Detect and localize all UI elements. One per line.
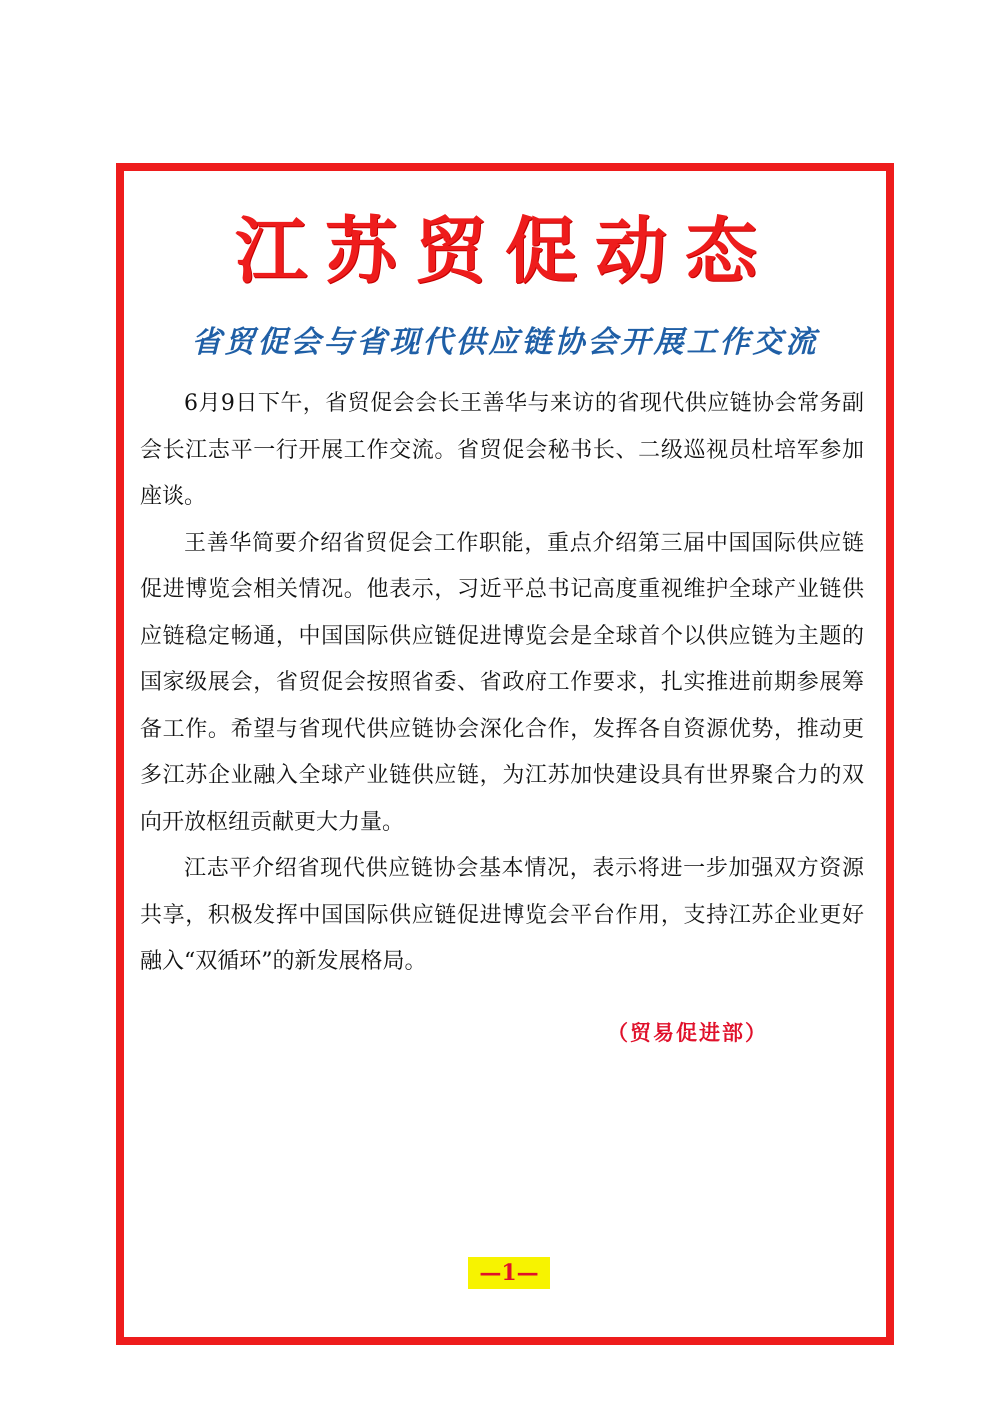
article-signature: （贸易促进部）	[607, 1020, 768, 1045]
page-border-frame	[116, 163, 894, 1345]
masthead-title: 江苏贸促动态	[234, 208, 775, 293]
paragraph-3: 江志平介绍省现代供应链协会基本情况，表示将进一步加强双方资源共享，积极发挥中国国际供应链促进博览会平台作用，支持江苏企业更好融入“双循环”的新发展格局。	[140, 856, 864, 974]
article-body	[140, 381, 864, 986]
page-number: —1—	[468, 1257, 550, 1289]
paragraph-1: 6月9日下午，省贸促会会长王善华与来访的省现代供应链协会常务副会长江志平一行开展工作交流。省贸促会秘书长、二级巡视员杜培军参加座谈。	[140, 391, 864, 509]
paragraph-2: 王善华简要介绍省贸促会工作职能，重点介绍第三届中国国际供应链促进博览会相关情况。他表示，习近平总书记高度重视维护全球产业链供应链稳定畅通，中国国际供应链促进博览会是全球首个以供应链为主题的国家级展会，省贸促会按照省委、省政府工作要求，扎实推进前期参展筹备工作。希望与省现代供应链协会深化合作，发挥各自资源优势，推动更多江苏企业融入全球产业链供应链，为江苏加快建设具有世界聚合力的双向开放枢纽贡献更大力量。	[140, 530, 864, 835]
article-headline: 省贸促会与省现代供应链协会开展工作交流	[191, 325, 819, 360]
